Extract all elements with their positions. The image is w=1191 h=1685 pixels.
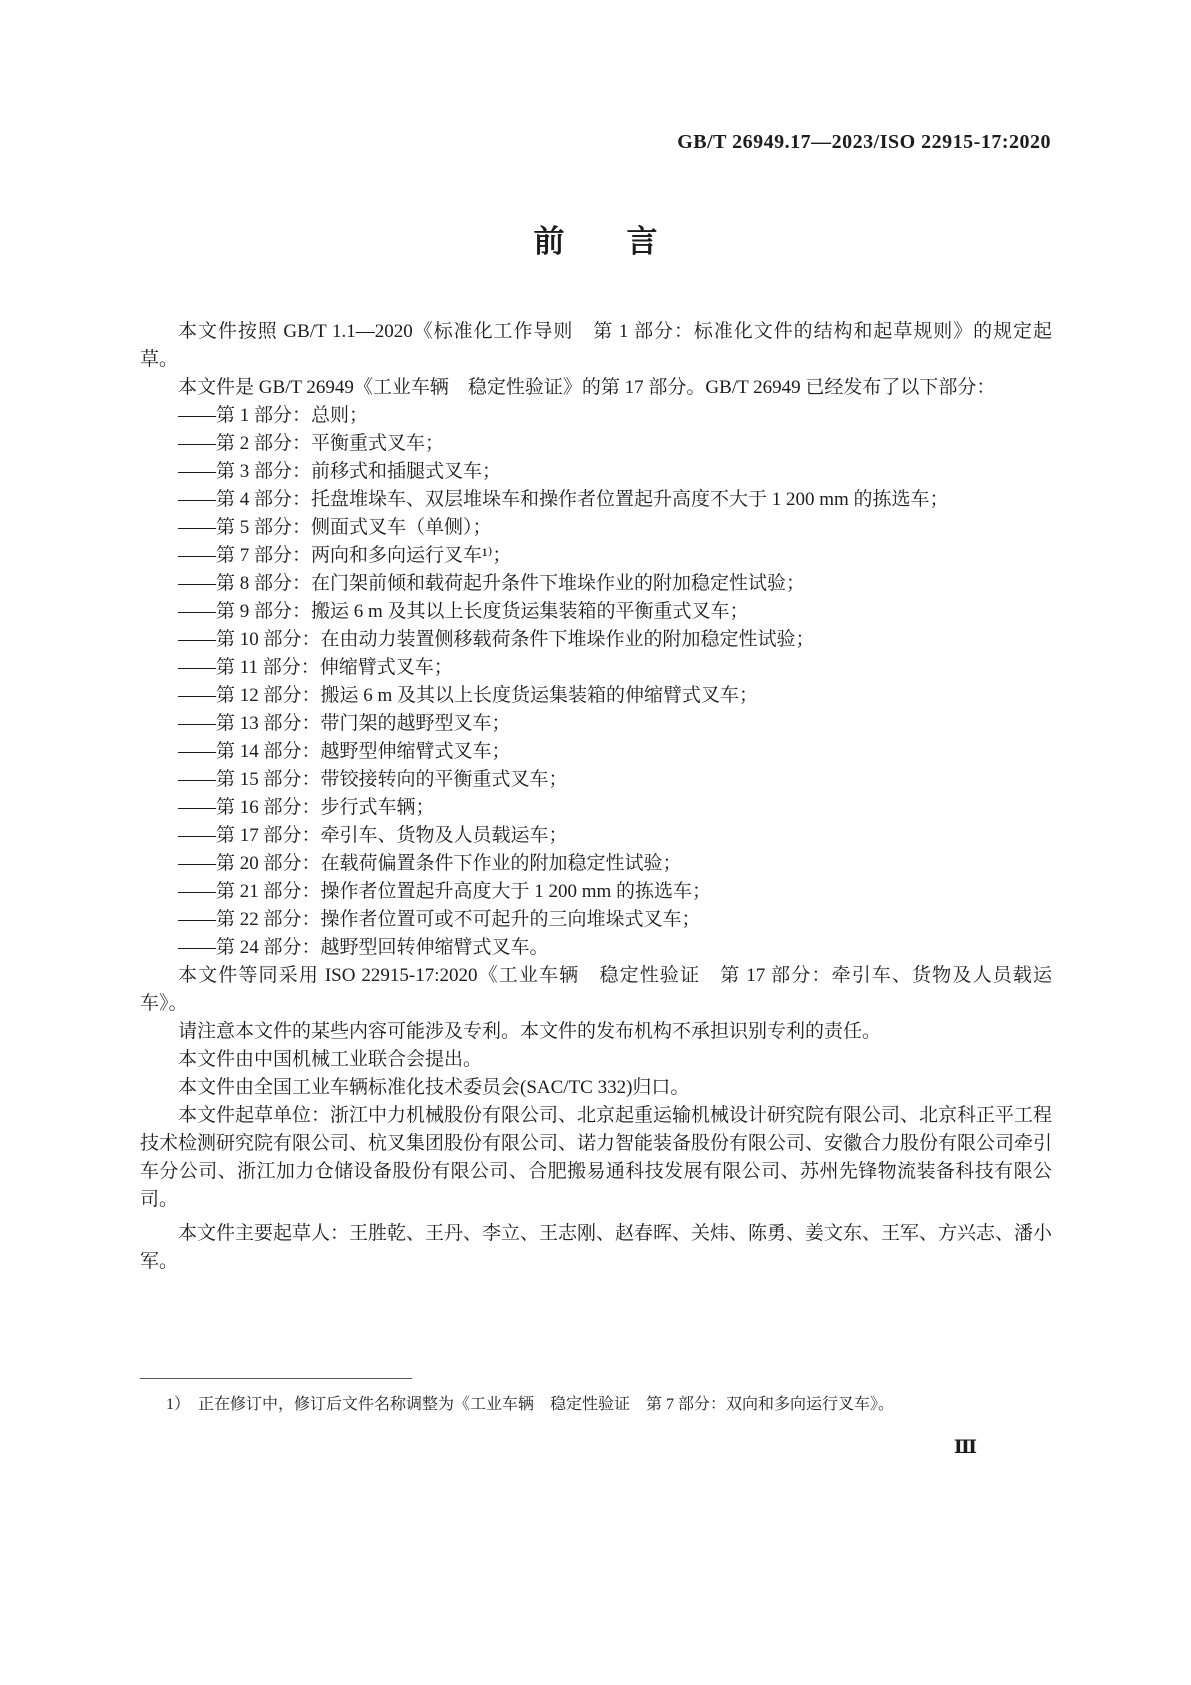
list-item: ——第 22 部分：操作者位置可或不可起升的三向堆垛式叉车；: [178, 909, 701, 930]
page-title: 前 言: [533, 224, 658, 259]
paragraph-intro: 本文件按照 GB/T 1.1—2020《标准化工作导则 第 1 部分：标准化文件的结构和起草规则》的规定起草。: [140, 321, 1052, 370]
list-item: ——第 9 部分：搬运 6 m 及其以上长度货运集装箱的平衡重式叉车；: [178, 601, 749, 622]
list-item: ——第 3 部分：前移式和插腿式叉车；: [178, 461, 502, 482]
list-item: ——第 24 部分：越野型回转伸缩臂式叉车。: [178, 937, 549, 958]
list-item: ——第 2 部分：平衡重式叉车；: [178, 433, 445, 454]
list-item: ——第 1 部分：总则；: [178, 405, 369, 426]
paragraph-committee: 本文件由全国工业车辆标准化技术委员会(SAC/TC 332)归口。: [178, 1077, 690, 1098]
footnote-area: [140, 1378, 1052, 1417]
list-item: ——第 11 部分：伸缩臂式叉车；: [178, 657, 453, 678]
paragraph-adoption: 本文件等同采用 ISO 22915-17:2020《工业车辆 稳定性验证 第 17 部分：牵引车、货物及人员载运车》。: [140, 965, 1052, 1014]
list-item: ——第 7 部分：两向和多向运行叉车¹⁾；: [178, 545, 512, 566]
list-item: ——第 4 部分：托盘堆垛车、双层堆垛车和操作者位置起升高度不大于 1 200 mm 的拣选车；: [178, 489, 949, 510]
list-item: ——第 17 部分：牵引车、货物及人员载运车；: [178, 825, 568, 846]
list-item: ——第 15 部分：带铰接转向的平衡重式叉车；: [178, 769, 568, 790]
list-item: ——第 13 部分：带门架的越野型叉车；: [178, 713, 511, 734]
list-item: ——第 8 部分：在门架前倾和载荷起升条件下堆垛作业的附加稳定性试验；: [178, 573, 806, 594]
list-item: ——第 5 部分：侧面式叉车（单侧）；: [178, 517, 492, 538]
document-body: [140, 318, 1052, 1276]
paragraph-proposer: 本文件由中国机械工业联合会提出。: [178, 1049, 483, 1070]
list-item: ——第 12 部分：搬运 6 m 及其以上长度货运集装箱的伸缩臂式叉车；: [178, 685, 759, 706]
paragraph-patent-notice: 请注意本文件的某些内容可能涉及专利。本文件的发布机构不承担识别专利的责任。: [178, 1021, 882, 1042]
document-number: GB/T 26949.17—2023/ISO 22915-17:2020: [677, 131, 1051, 153]
list-item: ——第 16 部分：步行式车辆；: [178, 797, 435, 818]
footnote: 1） 正在修订中，修订后文件名称调整为《工业车辆 稳定性验证 第 7 部分：双向和多向运行叉车》。: [166, 1396, 895, 1413]
list-item: ——第 20 部分：在载荷偏置条件下作业的附加稳定性试验；: [178, 853, 682, 874]
page-number: Ⅲ: [953, 1437, 977, 1458]
paragraph-intro: 本文件是 GB/T 26949《工业车辆 稳定性验证》的第 17 部分。GB/T 26949 已经发布了以下部分：: [178, 377, 996, 398]
paragraph-drafting-organizations: 本文件起草单位：浙江中力机械股份有限公司、北京起重运输机械设计研究院有限公司、北京科正平工程技术检测研究院有限公司、杭叉集团股份有限公司、诺力智能装备股份有限公司、安徽合力股份有限公司牵引车分公司、浙江加力仓储设备股份有限公司、合肥搬易通科技发展有限公司、苏州先锋物流装备科技有限公司。: [140, 1105, 1053, 1210]
paragraph-drafters: 本文件主要起草人：王胜乾、王丹、李立、王志刚、赵春晖、关炜、陈勇、姜文东、王军、方兴志、潘小军。: [140, 1223, 1053, 1272]
list-item: ——第 14 部分：越野型伸缩臂式叉车；: [178, 741, 511, 762]
list-item: ——第 21 部分：操作者位置起升高度大于 1 200 mm 的拣选车；: [178, 881, 712, 902]
parts-list: [140, 402, 1052, 962]
footnote-divider: [140, 1378, 412, 1379]
list-item: ——第 10 部分：在由动力装置侧移载荷条件下堆垛作业的附加稳定性试验；: [178, 629, 815, 650]
